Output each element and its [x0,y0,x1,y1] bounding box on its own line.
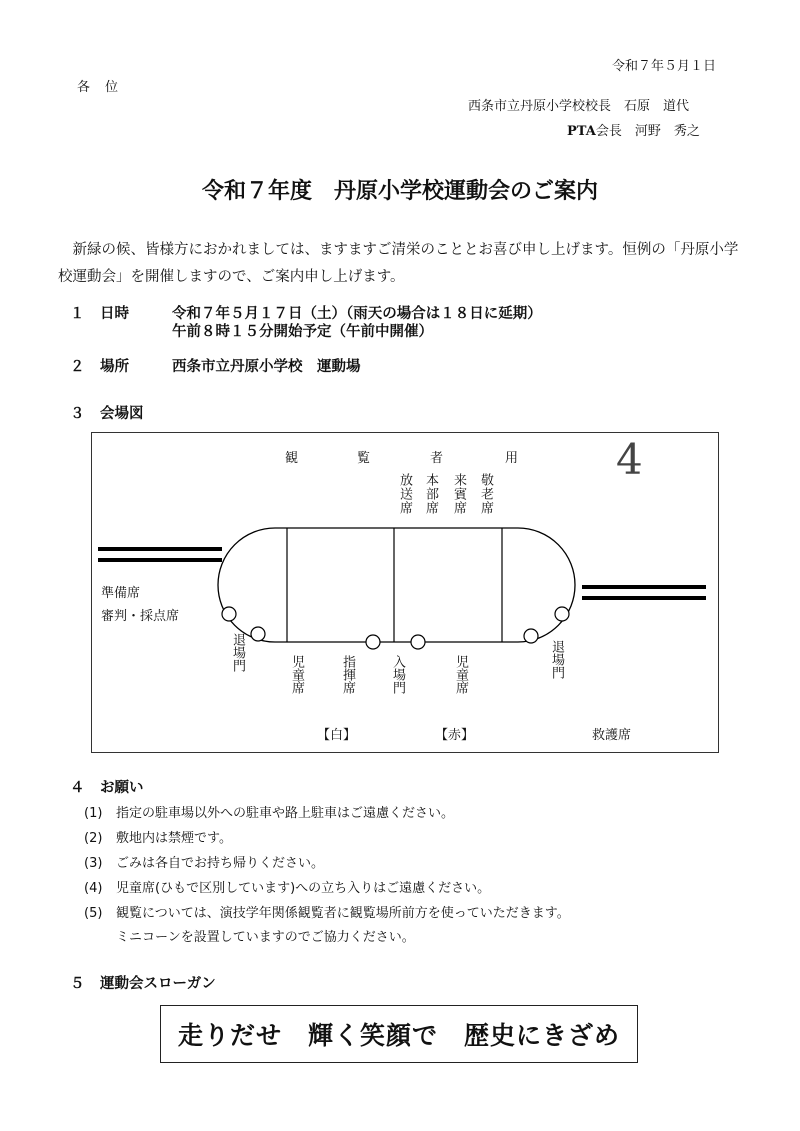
request-text: 指定の駐車場以外への駐車や路上駐車はご遠慮ください。 [116,806,455,821]
section-label: 会場図 [100,406,144,422]
sender-pta [567,120,700,139]
pta-chair: 会長 河野 秀之 [595,124,700,139]
cone-marker [222,607,236,621]
spectator-char: 観 [285,451,299,466]
request-number: (5) [84,906,103,921]
command-seat: 指揮席 [340,655,355,694]
prep-seat: 準備席 [101,586,141,601]
children-seat-red: 児童席 [453,655,468,694]
datetime-line2: 午前８時１５分開始予定（午前中開催） [172,324,433,340]
document-date: 令和７年５月１日 [612,59,717,74]
section-label: 場所 [100,359,129,375]
section-label: 運動会スローガン [100,976,216,992]
request-text: 児童席(ひもで区別しています)への立ち入りはご遠慮ください。 [116,881,491,896]
slogan-box [160,1005,638,1063]
entrance-gate: 入場門 [390,655,405,694]
request-item-continued: ミニコーンを設置していますのでご協力ください。 [116,930,415,945]
section-number: ４ [70,780,85,796]
team-white: 【白】 [317,728,357,743]
section-number: １ [70,306,85,322]
request-number: (2) [84,831,103,846]
venue-map [91,432,719,753]
request-number: (3) [84,856,103,871]
spectator-char: 用 [505,451,519,466]
running-track [218,528,575,642]
slogan-text: 走りだせ 輝く笑顔で 歴史にきざめ [177,1021,620,1050]
section-number: ３ [70,406,85,422]
handwritten-number: 4 [616,435,643,484]
request-item [84,902,570,921]
cone-marker [555,607,569,621]
datetime-line1: 令和７年５月１７日（土）（雨天の場合は１８日に延期） [172,306,542,322]
cone-marker [524,629,538,643]
request-text: 敷地内は禁煙です。 [116,831,232,846]
first-aid-seat: 救護席 [592,728,632,743]
section-label: 日時 [100,306,129,322]
exit-gate-left: 退場門 [230,633,245,672]
guest-seat: 来賓席 [451,473,466,515]
elderly-seat: 敬老席 [478,473,493,515]
section-requests [70,776,144,797]
judge-seat: 審判・採点席 [101,609,180,624]
cone-marker [366,635,380,649]
request-number: (1) [84,806,103,821]
request-item [84,877,490,896]
page-title: 令和７年度 丹原小学校運動会のご案内 [201,179,598,204]
section-label: お願い [100,780,144,796]
request-text: ごみは各自でお持ち帰りください。 [116,856,325,871]
team-red: 【赤】 [435,728,475,743]
broadcast-seat: 放送席 [397,473,412,515]
request-number: (4) [84,881,103,896]
section-slogan [70,972,216,993]
request-item [84,827,232,846]
section-map [70,402,144,423]
venue-value: 西条市立丹原小学校 運動場 [172,359,361,375]
section-number: ５ [70,976,85,992]
sender-principal: 西条市立丹原小学校校長 石原 道代 [468,99,690,114]
intro-paragraph: 新緑の候、皆様方におかれましては、ますますご清栄のこととお喜び申し上げます。恒例の「丹原小学校運動会」を開催しますので、ご案内申し上げます。 [58,242,739,285]
addressee: 各 位 [77,80,120,95]
request-text: 観覧については、演技学年関係観覧者に観覧場所前方を使っていただきます。 [116,906,570,921]
request-item [84,852,324,871]
exit-gate-right: 退場門 [549,640,564,679]
pta-prefix: PTA [567,124,596,139]
section-number: ２ [70,359,85,375]
headquarters-seat: 本部席 [423,473,438,515]
spectator-char: 覧 [357,451,371,466]
spectator-char: 者 [430,451,444,466]
cone-marker [411,635,425,649]
request-item [84,802,454,821]
section-venue [70,355,361,376]
children-seat-white: 児童席 [289,655,304,694]
cone-marker [251,627,265,641]
